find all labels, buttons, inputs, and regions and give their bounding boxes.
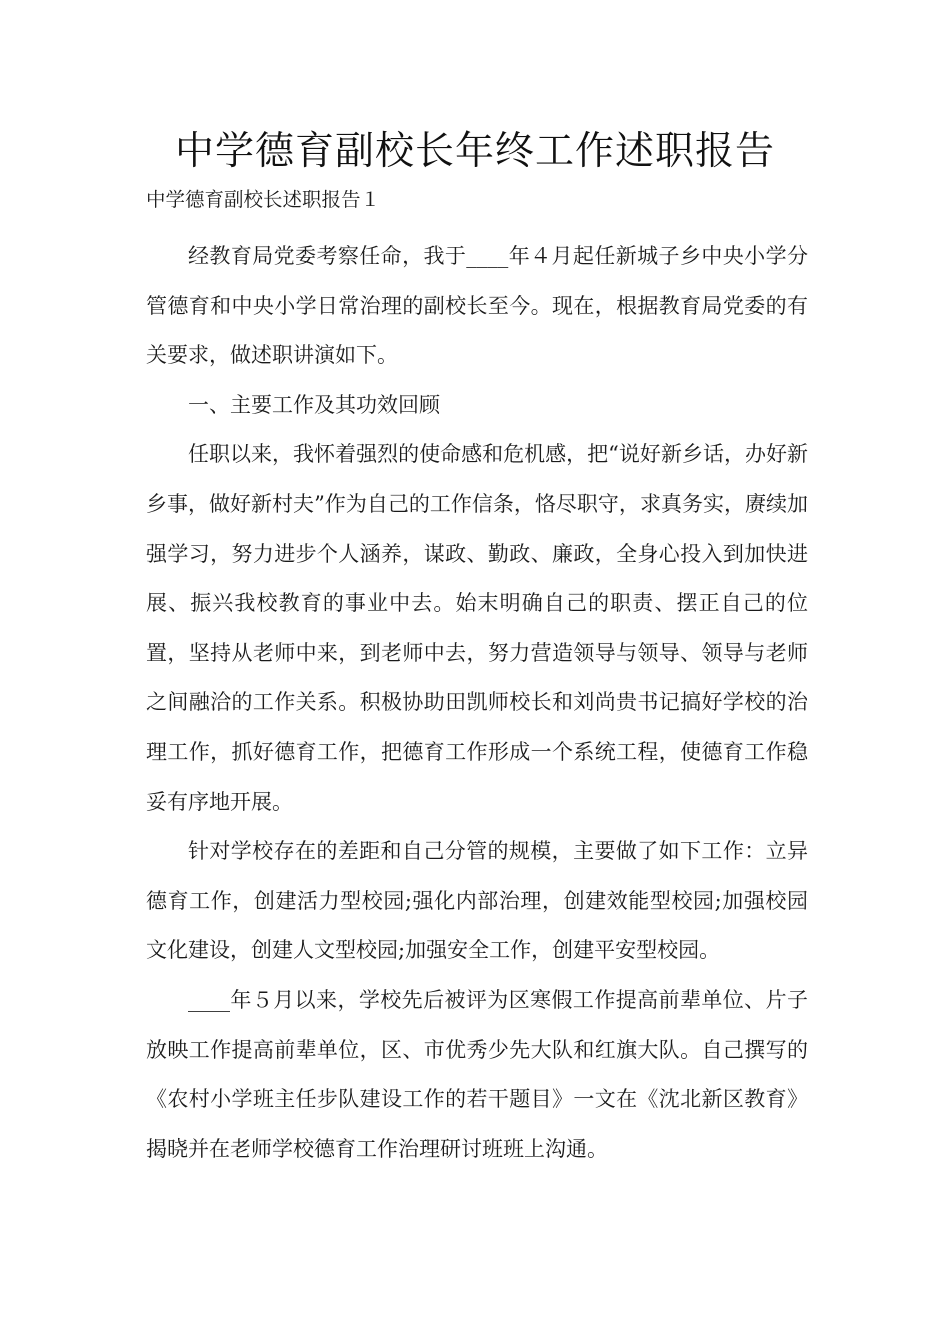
document-subtitle: 中学德育副校长述职报告１ (146, 188, 381, 211)
section-heading-review: 一、主要工作及其功效回顾 (188, 392, 440, 417)
document-body (146, 232, 808, 1174)
paragraph-appointment: 经教育局党委考察任命，我于____年４月起任新城子乡中央小学分管德育和中央小学日常治理的副校长至今。现在，根据教育局党委的有关要求，做述职讲演如下。 (146, 244, 808, 368)
paragraph-tenure: 任职以来，我怀着强烈的使命感和危机感，把“说好新乡话，办好新乡事，做好新村夫”作为自己的工作信条，恪尽职守，求真务实，赓续加强学习，努力进步个人涵养，谋政、勤政、廉政，全身心投入到加快进展、振兴我校教育的事业中去。始末明确自己的职责、摆正自己的位置，坚持从老师中来，到老师中去，努力营造领导与领导、领导与老师之间融洽的工作关系。积极协助田凯师校长和刘尚贵书记搞好学校的治理工作，抓好德育工作，把德育工作形成一个系统工程，使德育工作稳妥有序地开展。 (146, 442, 808, 814)
paragraph-work-items: 针对学校存在的差距和自己分管的规模，主要做了如下工作：立异德育工作，创建活力型校园;强化内部治理，创建效能型校园;加强校园文化建设，创建人文型校园;加强安全工作，创建平安型校园。 (146, 839, 808, 963)
document-title: 中学德育副校长年终工作述职报告 (174, 129, 775, 174)
paragraph-achievements: ____年５月以来，学校先后被评为区寒假工作提高前辈单位、片子放映工作提高前辈单位，区、市优秀少先大队和红旗大队。自己撰写的《农村小学班主任步队建设工作的若干题目》一文在《沈北新区教育》揭晓并在老师学校德育工作治理研讨班班上沟通。 (146, 987, 808, 1161)
